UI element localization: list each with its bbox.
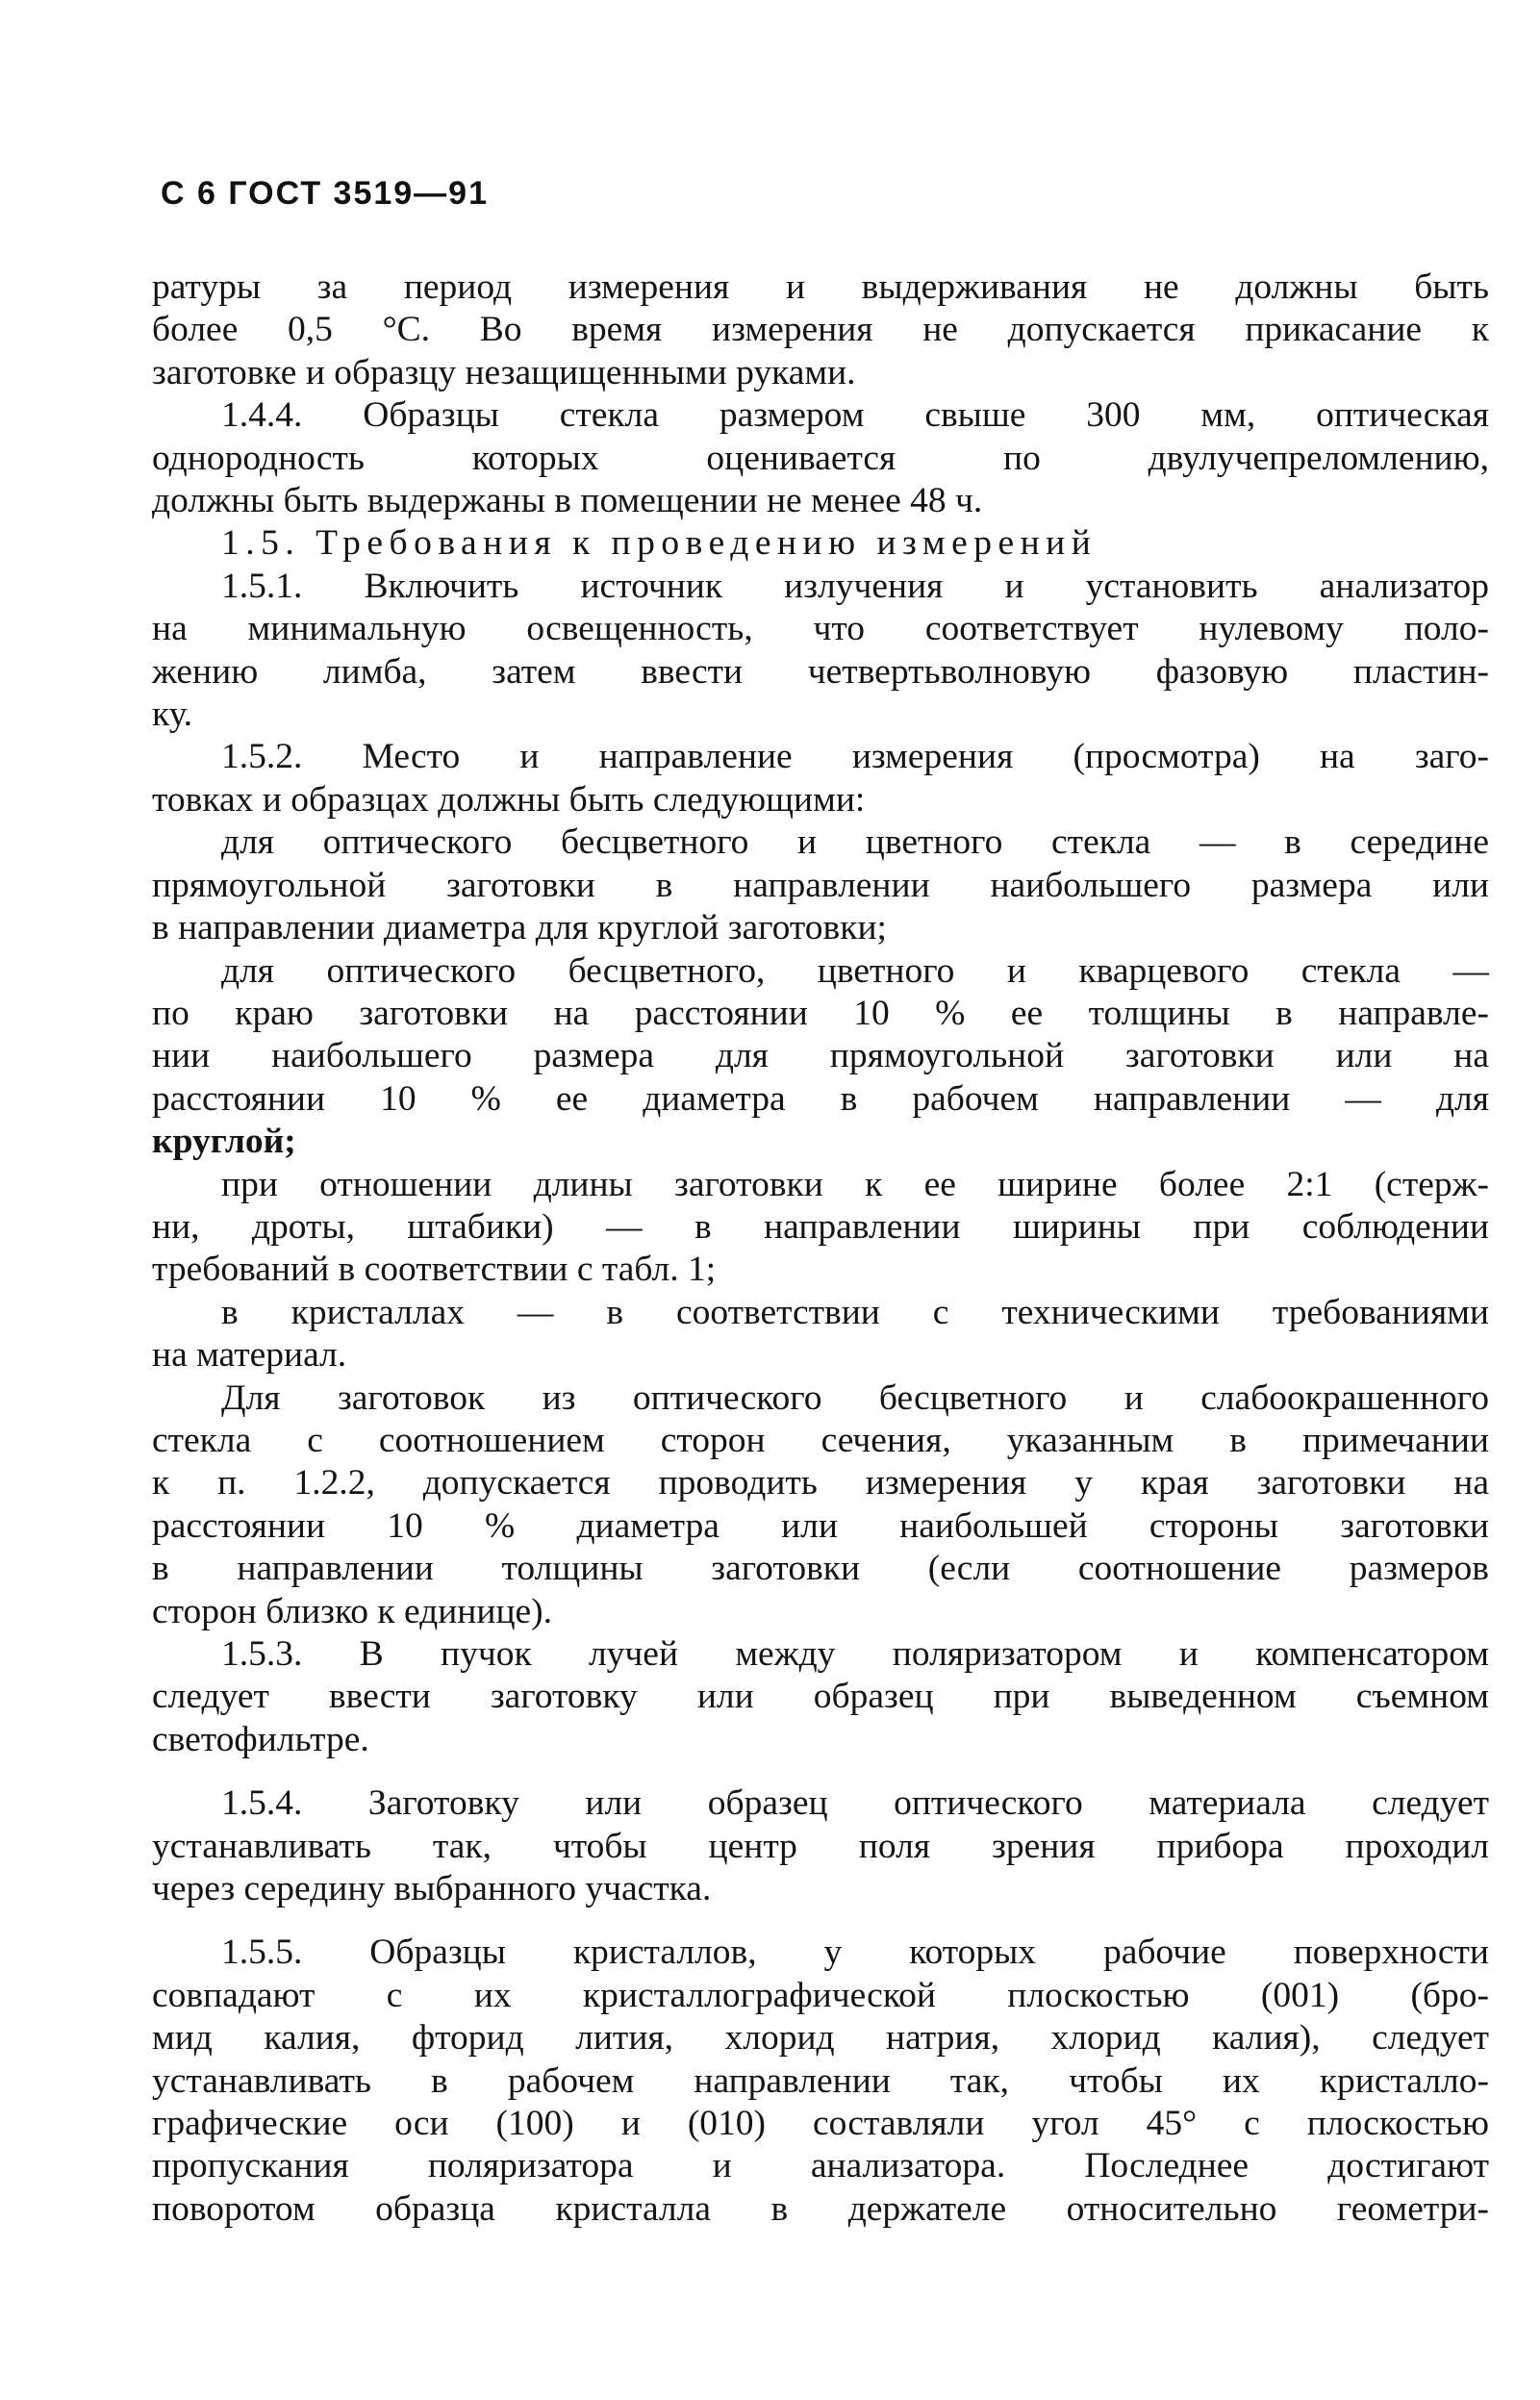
text-line: 1.5.5. Образцы кристаллов, у которых рабочие поверхности (221, 1933, 1489, 1973)
text-line: 1.4.4. Образцы стекла размером свыше 300 мм, оптическая (221, 395, 1489, 436)
text-line: пропускания поляризатора и анализатора. Последнее достигают (152, 2146, 1489, 2186)
text-line: сторон близко к единице). (152, 1591, 553, 1631)
text-line: через середину выбранного участка. (152, 1869, 712, 1909)
text-line: при отношении длины заготовки к ее ширине более 2:1 (стерж- (221, 1164, 1489, 1204)
text-line: устанавливать так, чтобы центр поля зрения прибора проходил (152, 1826, 1489, 1866)
text-line: для оптического бесцветного, цветного и кварцевого стекла — (221, 950, 1489, 991)
text-line: 1.5.1. Включить источник излучения и установить анализатор (221, 566, 1489, 606)
text-line: на материал. (152, 1335, 347, 1376)
text-line: совпадают с их кристаллографической плоскостью (001) (бро- (152, 1975, 1489, 2015)
text-line: нии наибольшего размера для прямоугольной заготовки или на (152, 1036, 1489, 1076)
text-line: более 0,5 °С. Во время измерения не допускается прикасание к (152, 310, 1489, 350)
text-line: Для заготовок из оптического бесцветного и слабоокрашенного (221, 1377, 1489, 1418)
text-line: ку. (152, 695, 193, 735)
text-line: ни, дроты, штабики) — в направлении ширины при соблюдении (152, 1206, 1489, 1247)
running-header: С 6 ГОСТ 3519—91 (161, 175, 490, 212)
text-line: ратуры за период измерения и выдерживания не должны быть (152, 267, 1489, 307)
text-line: следует ввести заготовку или образец при выведенном съемном (152, 1677, 1489, 1717)
text-line: на минимальную освещенность, что соответствует нулевому поло- (152, 609, 1489, 649)
text-line: круглой; (152, 1122, 296, 1162)
text-line: расстоянии 10 % диаметра или наибольшей стороны заготовки (152, 1505, 1489, 1546)
text-line: заготовке и образцу незащищенными руками. (152, 352, 856, 392)
text-line: в направлении толщины заготовки (если соотношение размеров (152, 1549, 1489, 1589)
text-line: в кристаллах — в соответствии с техническими требованиями (221, 1292, 1489, 1332)
text-line: в направлении диаметра для круглой заготовки; (152, 908, 887, 948)
text-line: мид калия, фторид лития, хлорид натрия, хлорид калия), следует (152, 2018, 1489, 2059)
text-line: светофильтре. (152, 1719, 369, 1759)
text-line: к п. 1.2.2, допускается проводить измерения у края заготовки на (152, 1463, 1489, 1503)
body-text (152, 266, 1489, 2231)
text-line: должны быть выдержаны в помещении не менее 48 ч. (152, 481, 983, 521)
text-line: однородность которых оценивается по двулучепреломлению, (152, 438, 1489, 478)
text-line: по краю заготовки на расстоянии 10 % ее толщины в направле- (152, 993, 1489, 1033)
text-line: расстоянии 10 % ее диаметра в рабочем направлении — для (152, 1078, 1489, 1119)
text-line: 1.5.3. В пучок лучей между поляризатором и компенсатором (221, 1634, 1489, 1674)
text-line: товках и образцах должны быть следующими: (152, 779, 866, 820)
text-line: для оптического бесцветного и цветного стекла — в середине (221, 822, 1489, 863)
text-line: графические оси (100) и (010) составляли угол 45° с плоскостью (152, 2104, 1489, 2144)
text-line: требований в соответствии с табл. 1; (152, 1250, 717, 1290)
text-line: прямоугольной заготовки в направлении наибольшего размера или (152, 865, 1489, 905)
text-line: поворотом образца кристалла в держателе относительно геометри- (152, 2188, 1489, 2229)
text-line: устанавливать в рабочем направлении так, чтобы их кристалло- (152, 2060, 1489, 2101)
text-line: жению лимба, затем ввести четвертьволновую фазовую пластин- (152, 651, 1489, 692)
section-title: 1.5. Требования к проведению измерений (221, 523, 1098, 564)
paragraph-gap (152, 1761, 1489, 1782)
paragraph-gap (152, 1910, 1489, 1932)
text-line: 1.5.4. Заготовку или образец оптического материала следует (221, 1783, 1489, 1824)
text-line: 1.5.2. Место и направление измерения (просмотра) на заго- (221, 737, 1489, 777)
text-line: стекла с соотношением сторон сечения, указанным в примечании (152, 1420, 1489, 1460)
